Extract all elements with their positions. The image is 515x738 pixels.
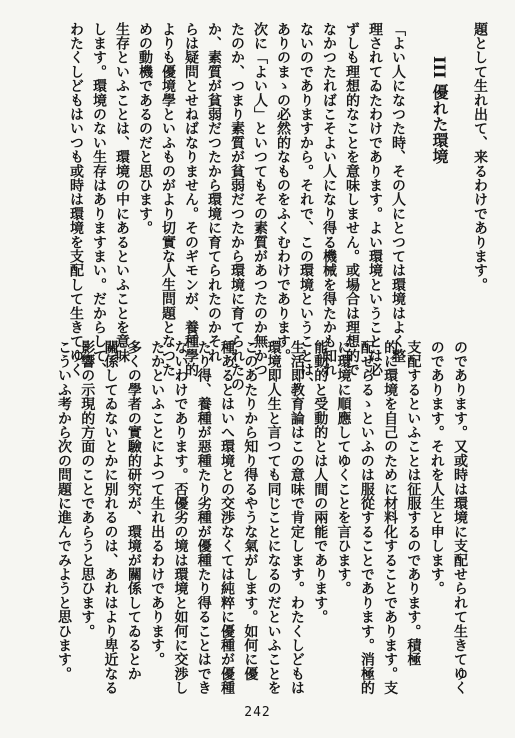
text-line: 影響の示現的方面のことであらうと思ひます。	[79, 340, 96, 639]
text-line: 種あるとはいへ環境との交渉なくては純粹に優種が優種	[219, 340, 236, 695]
text-line: 生存といふことは、環境の中にあるといふことを意味	[114, 22, 130, 363]
text-line: か、素質が貧弱だつたから環境に育てられたのかそれ	[206, 22, 222, 363]
text-line: 理されてゐたわけであります。よい環境ということは必	[367, 22, 383, 377]
text-line: たのか、つまり素質が貧弱だつたから環境に育てられたの	[229, 22, 245, 392]
text-line: めの動機であるのだと思ひます。	[137, 22, 153, 235]
text-line: ずしも理想的なことを意味しません。或場合は理想的で	[344, 22, 360, 377]
text-line: 的に環境を自己のために材料化することであります。支	[382, 340, 399, 695]
text-line: ありのまゝの必然的なものをふくむわけであります。	[275, 22, 291, 363]
page-number: 242	[244, 705, 271, 720]
text-line: たり得、養種が惡種たり劣種が優種たり得ることはでき	[195, 340, 212, 695]
text-line: 多くの學者の實驗的研究が、環境が關係してゐるとか	[125, 340, 142, 681]
text-line: 題として生れ出て、来るわけであります。	[472, 22, 488, 292]
text-line: 生活即教育論はこの意味で肯定します。わたくしどもは	[288, 340, 305, 695]
text-line: こういふ考から次の問題に進んでみようと思ひます。	[55, 340, 72, 681]
section-heading	[427, 22, 451, 322]
text-line: たかといふことによつて生れ出るわけであります。	[149, 340, 166, 667]
text-line: 「よい人になつた時、その人にとつては環境はよく整	[390, 22, 406, 363]
section-numeral: III	[430, 56, 449, 79]
text-line: のであります。又或時は環境に支配せられて生きてゆく	[452, 340, 468, 695]
text-line: 環境即人生と言つても同じことになるのだといふことを	[265, 340, 282, 695]
text-line: ないのでありますから。それで、この環境ということは、	[298, 22, 314, 392]
text-line: ないわけであります。否優劣の境は環境と如何に交渉し	[172, 340, 189, 695]
text-line: 次に「よい人」といつてもその素質があつたのか無かつ	[252, 22, 268, 377]
text-line: のであります。それを人生と申します。	[428, 340, 445, 596]
tier-divider	[30, 330, 490, 331]
text-line: わたくしどもはいつも或時は環境を支配して生きてゆく	[68, 22, 84, 377]
upper-text-block	[68, 22, 490, 392]
text-line: 關係してゐないとかに別れるのは、あれはより卑近なる	[102, 340, 119, 695]
text-line: します。環境のない生存はありますまい。だからして、	[91, 22, 107, 377]
text-line: 能動的と受動的とは人間の兩能であります。	[312, 340, 329, 624]
text-line: に環境に順應してゆくことを言ひます。	[335, 340, 352, 596]
text-line: なかつたればこそよい人になり得る機械を得たかも知れ	[321, 22, 337, 377]
text-line: よりも優境學といふものがより切實な人生問題となつた	[160, 22, 176, 377]
section-title: 優れた環境	[430, 84, 449, 165]
text-line: このあたりから知り得るやうな氣がします。如何に優	[242, 340, 259, 681]
lower-text-block	[30, 340, 470, 695]
text-line: 支配するといふことは征服するのであります。積極	[405, 340, 422, 667]
text-line: 配せらるゝといふのは服從することであります。消極的	[358, 340, 375, 695]
text-line: らは疑問とせねばなりません。そのギモンが、養種學的	[183, 22, 199, 377]
